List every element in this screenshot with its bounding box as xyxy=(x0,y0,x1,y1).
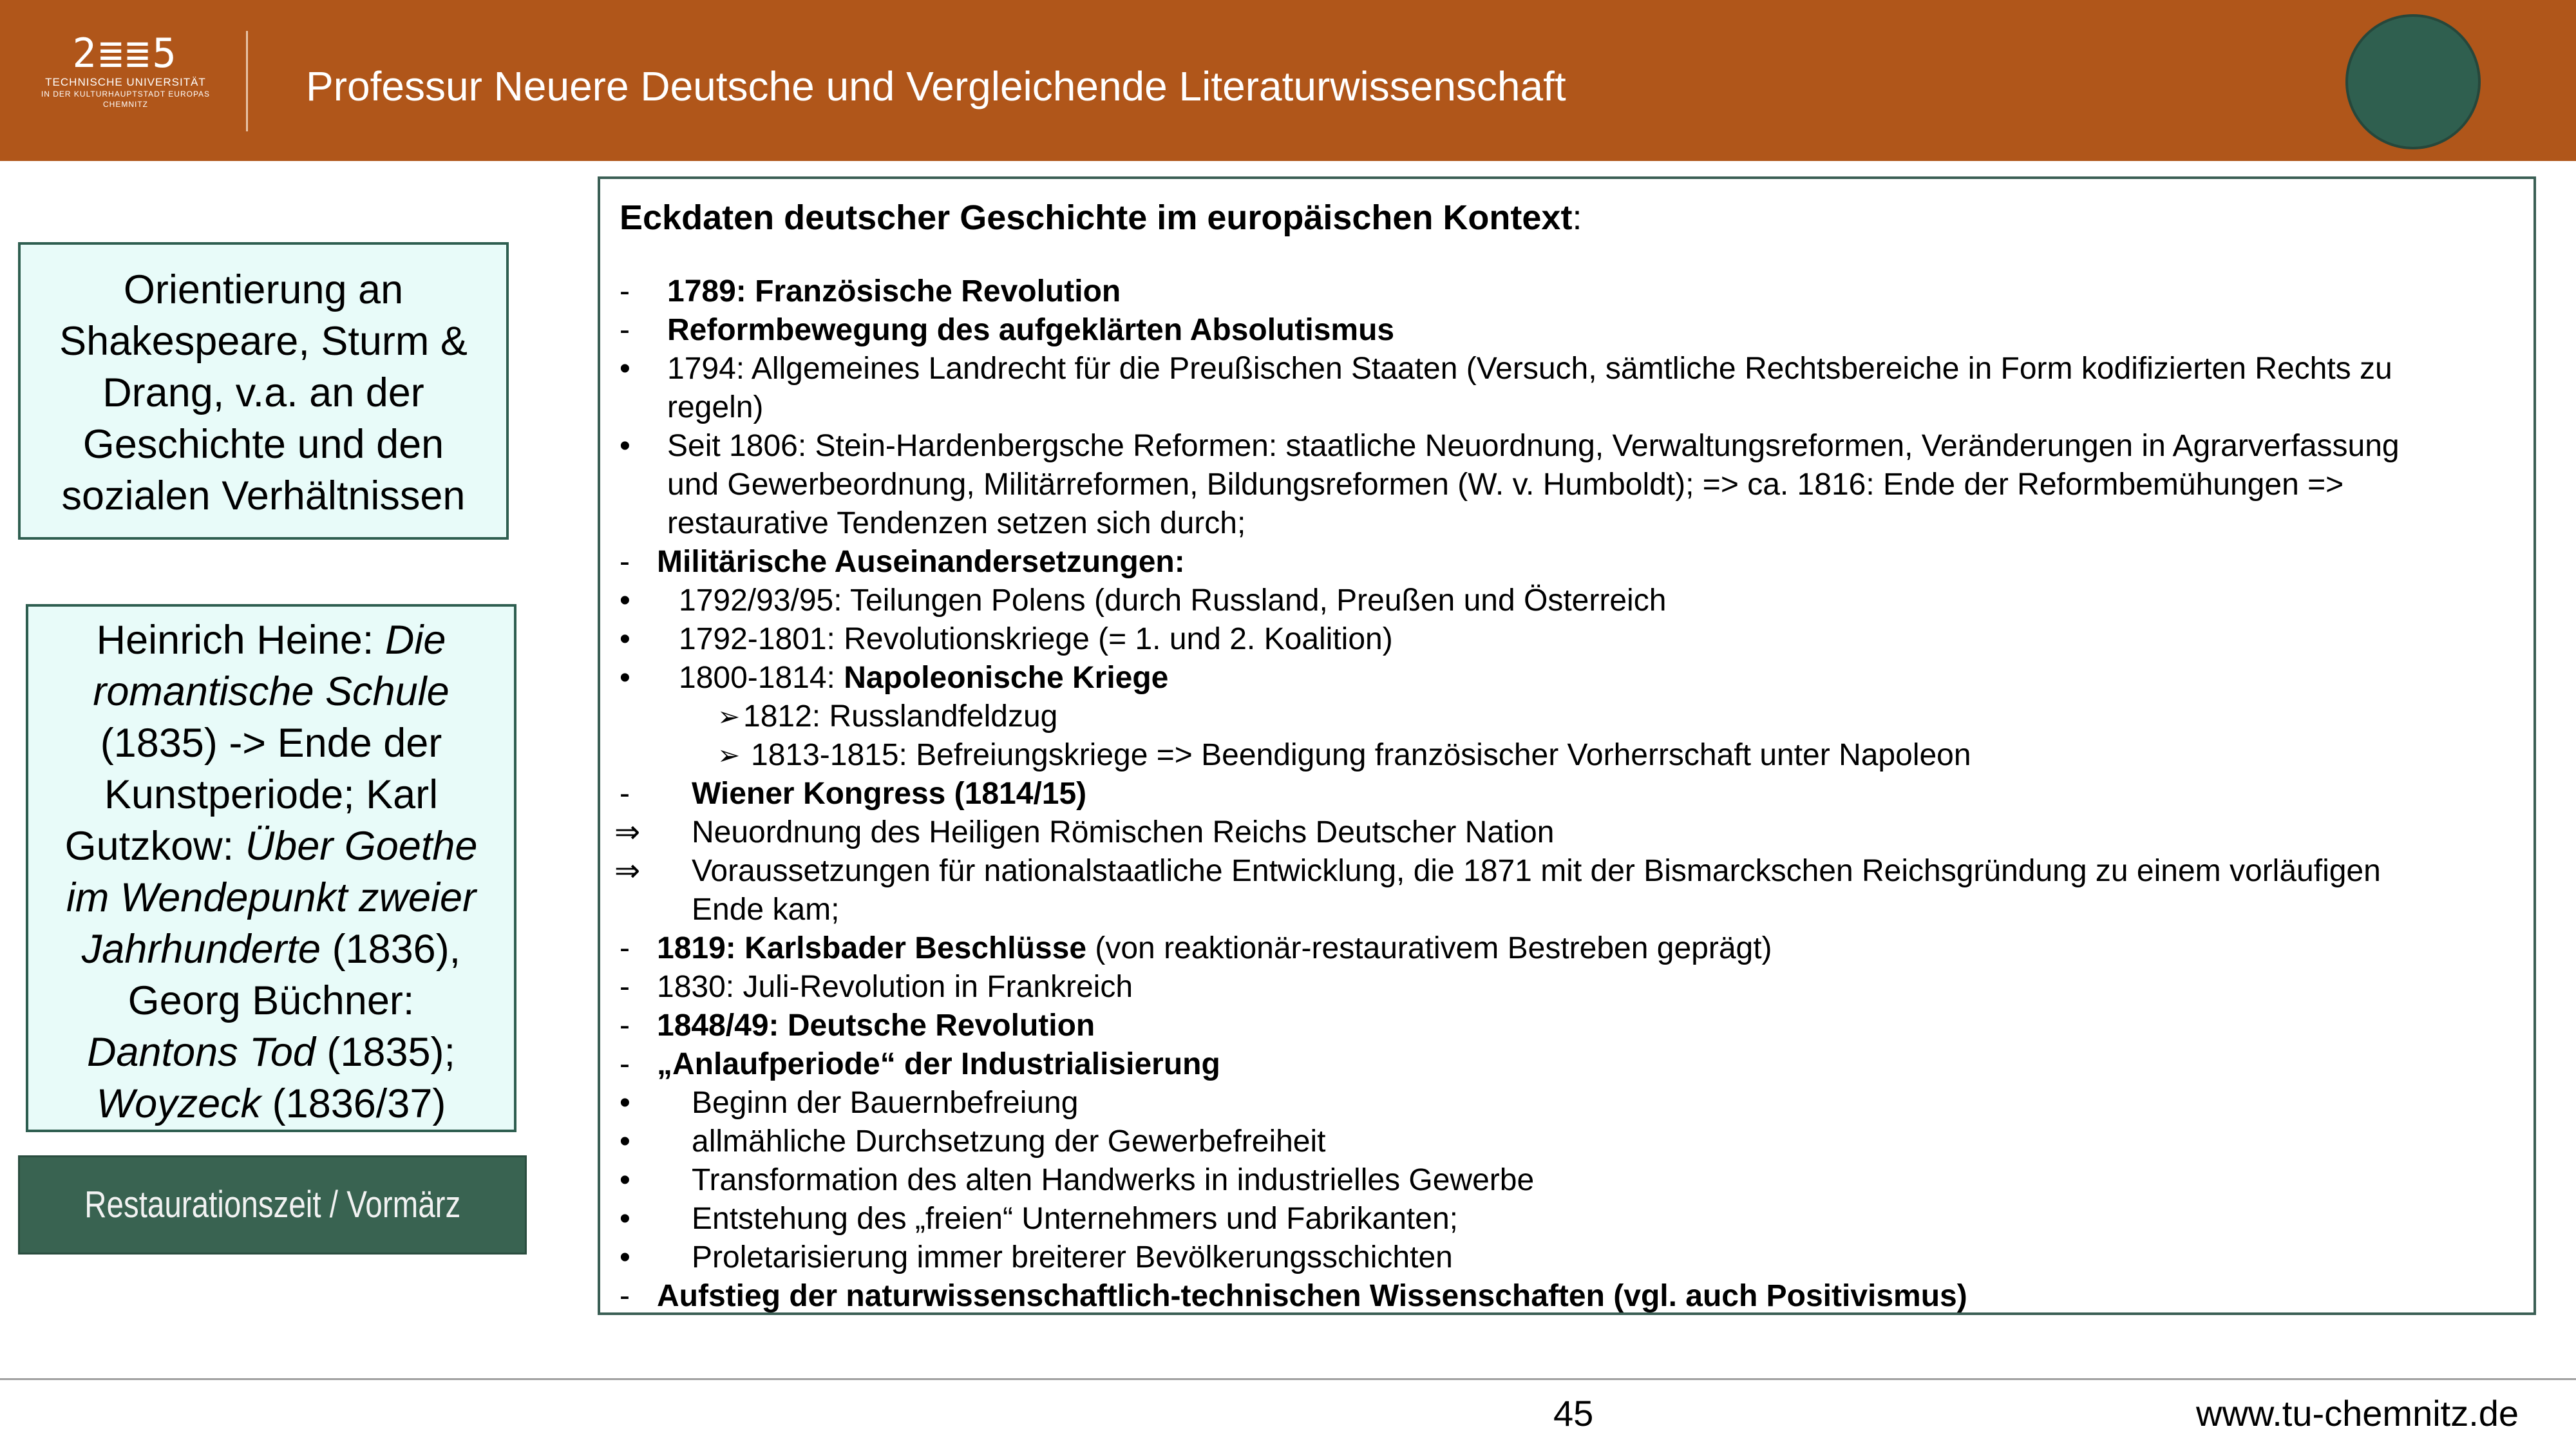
list-item-cont: Ende kam; xyxy=(692,893,840,927)
list-text: 1800-1814: xyxy=(679,661,844,695)
content-title xyxy=(620,197,1582,238)
list-item: Neuordnung des Heiligen Römischen Reichs Deutscher Nation xyxy=(692,815,1555,849)
works-line: (1835) -> Ende der xyxy=(100,721,442,766)
list-text-bold: Napoleonische Kriege xyxy=(844,661,1169,695)
works-line xyxy=(28,1078,514,1130)
tu-chemnitz-logo xyxy=(39,31,213,134)
works-text: (1836/37) xyxy=(261,1081,446,1126)
content-box xyxy=(598,176,2536,1315)
list-item: Reformbewegung des aufgeklärten Absolutismus xyxy=(667,313,1395,347)
works-line xyxy=(28,872,514,923)
dash-marker: - xyxy=(620,1279,630,1313)
list-item: Entstehung des „freien“ Unternehmers und Fabrikanten; xyxy=(692,1202,1458,1236)
list-item: 1789: Französische Revolution xyxy=(667,274,1121,308)
bullet-marker: • xyxy=(620,1086,630,1120)
list-item: Transformation des alten Handwerks in industrielles Gewerbe xyxy=(692,1163,1535,1197)
dash-marker: - xyxy=(620,1047,630,1081)
works-title: Woyzeck xyxy=(96,1081,261,1126)
dash-marker: - xyxy=(620,931,630,965)
logo-mark: 2≣≣5 xyxy=(72,30,179,77)
list-item: 1792-1801: Revolutionskriege (= 1. und 2. Koalition) xyxy=(679,622,1393,656)
list-item: 1794: Allgemeines Landrecht für die Preußischen Staaten (Versuch, sämtliche Rechtsbereiche in Form kodifizierten Rechts zu xyxy=(667,352,2392,386)
header-divider xyxy=(246,31,248,131)
works-line: Kunstperiode; Karl xyxy=(104,772,439,817)
list-text-bold: 1819: Karlsbader Beschlüsse xyxy=(657,931,1087,965)
list-item: allmähliche Durchsetzung der Gewerbefreiheit xyxy=(692,1124,1326,1159)
implies-arrow-icon: ⇒ xyxy=(614,854,641,888)
bullet-marker: • xyxy=(620,1202,630,1236)
works-line xyxy=(28,820,514,872)
works-title: Die xyxy=(384,618,446,663)
page-number: 45 xyxy=(1553,1393,1594,1434)
footer-divider xyxy=(0,1378,2576,1380)
implies-arrow-icon: ⇒ xyxy=(614,815,641,849)
bullet-marker: • xyxy=(620,661,630,695)
content-title-colon: : xyxy=(1572,198,1582,237)
works-line xyxy=(28,1027,514,1078)
arrow-bullet-icon: ➢ xyxy=(717,740,741,770)
list-item: Seit 1806: Stein-Hardenbergsche Reformen: staatliche Neuordnung, Verwaltungsreformen, Veränderungen in Agrarverfassung xyxy=(667,429,2400,463)
dash-marker: - xyxy=(620,313,630,347)
works-title: Jahrhunderte xyxy=(81,927,321,972)
logo-text-3: CHEMNITZ xyxy=(103,100,148,109)
epoch-tag-label: Restaurationszeit / Vormärz xyxy=(84,1184,461,1226)
list-item-cont: und Gewerbeordnung, Militärreformen, Bildungsreformen (W. v. Humboldt); => ca. 1816: Ende der Reformbemühungen => xyxy=(667,468,2344,502)
header-circle-icon xyxy=(2345,14,2481,149)
works-line: Georg Büchner: xyxy=(128,978,415,1023)
works-line xyxy=(28,923,514,975)
list-item: Beginn der Bauernbefreiung xyxy=(692,1086,1079,1120)
header-bar xyxy=(0,0,2576,161)
list-item-cont: regeln) xyxy=(667,390,764,424)
list-item xyxy=(657,929,1772,968)
list-item: 1813-1815: Befreiungskriege => Beendigung französischer Vorherrschaft unter Napoleon xyxy=(751,738,1971,772)
list-item: „Anlaufperiode“ der Industrialisierung xyxy=(657,1047,1220,1081)
footer-url-link[interactable]: www.tu-chemnitz.de xyxy=(2196,1393,2519,1434)
list-item: 1812: Russlandfeldzug xyxy=(743,699,1058,734)
bullet-marker: • xyxy=(620,1240,630,1274)
dash-marker: - xyxy=(620,274,630,308)
bullet-marker: • xyxy=(620,429,630,463)
bullet-marker: • xyxy=(620,1163,630,1197)
list-item: Voraussetzungen für nationalstaatliche Entwicklung, die 1871 mit der Bismarckschen Reichsgründung zu einem vorläufigen xyxy=(692,854,2381,888)
content-title-text: Eckdaten deutscher Geschichte im europäischen Kontext xyxy=(620,198,1573,237)
list-item: 1848/49: Deutsche Revolution xyxy=(657,1009,1095,1043)
orientation-line: Drang, v.a. an der xyxy=(102,370,424,415)
bullet-marker: • xyxy=(620,1124,630,1159)
works-text: (1835); xyxy=(315,1030,456,1075)
epoch-tag xyxy=(18,1155,527,1255)
arrow-bullet-icon: ➢ xyxy=(717,701,741,732)
bullet-marker: • xyxy=(620,583,630,618)
list-item-cont: restaurative Tendenzen setzen sich durch; xyxy=(667,506,1246,540)
works-title: im Wendepunkt zweier xyxy=(66,875,477,920)
works-text: (1836), xyxy=(321,927,461,972)
header-title: Professur Neuere Deutsche und Vergleichende Literaturwissenschaft xyxy=(306,63,1566,109)
list-item: 1792/93/95: Teilungen Polens (durch Russland, Preußen und Österreich xyxy=(679,583,1667,618)
bullet-marker: • xyxy=(620,352,630,386)
list-item xyxy=(679,659,1168,697)
works-title: romantische Schule xyxy=(93,669,450,714)
list-text: (von reaktionär-restaurativem Bestreben geprägt) xyxy=(1086,931,1772,965)
dash-marker: - xyxy=(620,777,630,811)
orientation-line: Geschichte und den xyxy=(82,422,444,467)
logo-text-1: TECHNISCHE UNIVERSITÄT xyxy=(45,76,206,88)
list-item: Militärische Auseinandersetzungen: xyxy=(657,545,1185,579)
list-item: Aufstieg der naturwissenschaftlich-technischen Wissenschaften (vgl. auch Positivismus) xyxy=(657,1279,1967,1313)
works-title: Dantons Tod xyxy=(86,1030,316,1075)
list-item: 1830: Juli-Revolution in Frankreich xyxy=(657,970,1133,1004)
works-text: Gutzkow: xyxy=(64,824,245,869)
dash-marker: - xyxy=(620,545,630,579)
works-title: Über Goethe xyxy=(245,824,478,869)
works-line xyxy=(28,666,514,717)
list-item: Wiener Kongress (1814/15) xyxy=(692,777,1087,811)
works-box xyxy=(26,604,516,1132)
orientation-line: sozialen Verhältnissen xyxy=(61,473,466,518)
dash-marker: - xyxy=(620,1009,630,1043)
orientation-line: Orientierung an xyxy=(123,267,404,312)
list-item: Proletarisierung immer breiterer Bevölkerungsschichten xyxy=(692,1240,1453,1274)
orientation-line: Shakespeare, Sturm & xyxy=(59,319,468,364)
dash-marker: - xyxy=(620,970,630,1004)
logo-text-2: IN DER KULTURHAUPTSTADT EUROPAS xyxy=(41,90,211,99)
bullet-marker: • xyxy=(620,622,630,656)
orientation-box xyxy=(18,242,509,540)
works-text: Heinrich Heine: xyxy=(96,618,385,663)
works-line xyxy=(28,614,514,666)
